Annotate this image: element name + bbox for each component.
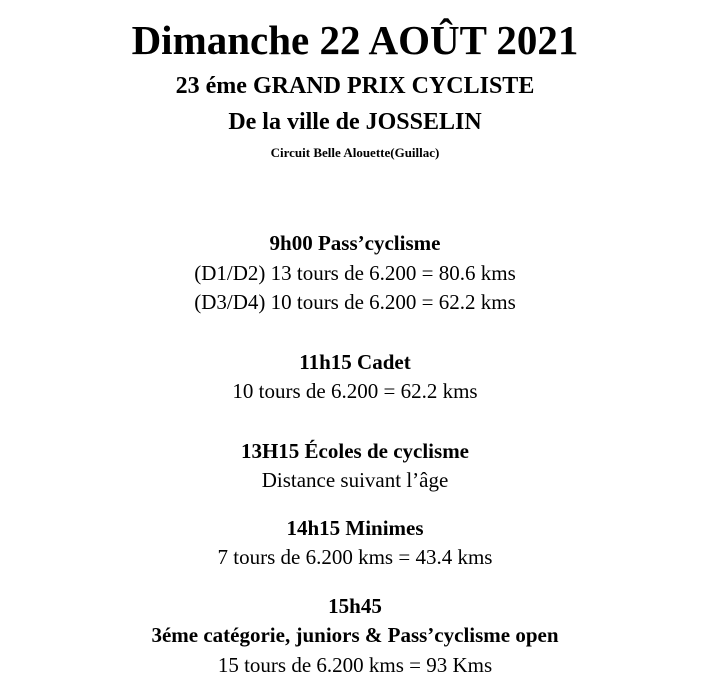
event-heading: 11h15 Cadet [299, 350, 411, 374]
page-title: Dimanche 22 AOÛT 2021 [131, 17, 579, 63]
race-subtitle: 23 éme GRAND PRIX CYCLISTE [175, 73, 535, 99]
race-city: De la ville de JOSSELIN [228, 109, 482, 135]
circuit-name: Circuit Belle Alouette(Guillac) [270, 145, 440, 160]
event-detail: (D3/D4) 10 tours de 6.200 = 62.2 kms [194, 290, 516, 314]
event-detail: Distance suivant l’âge [261, 468, 449, 492]
event-heading: 14h15 Minimes [286, 516, 424, 540]
event-subheading: 3éme catégorie, juniors & Pass’cyclisme open [151, 623, 559, 647]
event-detail: (D1/D2) 13 tours de 6.200 = 80.6 kms [194, 261, 516, 285]
event-heading: 13H15 Écoles de cyclisme [240, 439, 470, 463]
event-detail: 15 tours de 6.200 kms = 93 Kms [217, 653, 493, 677]
event-heading: 9h00 Pass’cyclisme [269, 231, 441, 255]
event-detail: 10 tours de 6.200 = 62.2 kms [232, 379, 478, 403]
event-detail: 7 tours de 6.200 kms = 43.4 kms [217, 545, 493, 569]
event-heading: 15h45 [328, 594, 382, 618]
